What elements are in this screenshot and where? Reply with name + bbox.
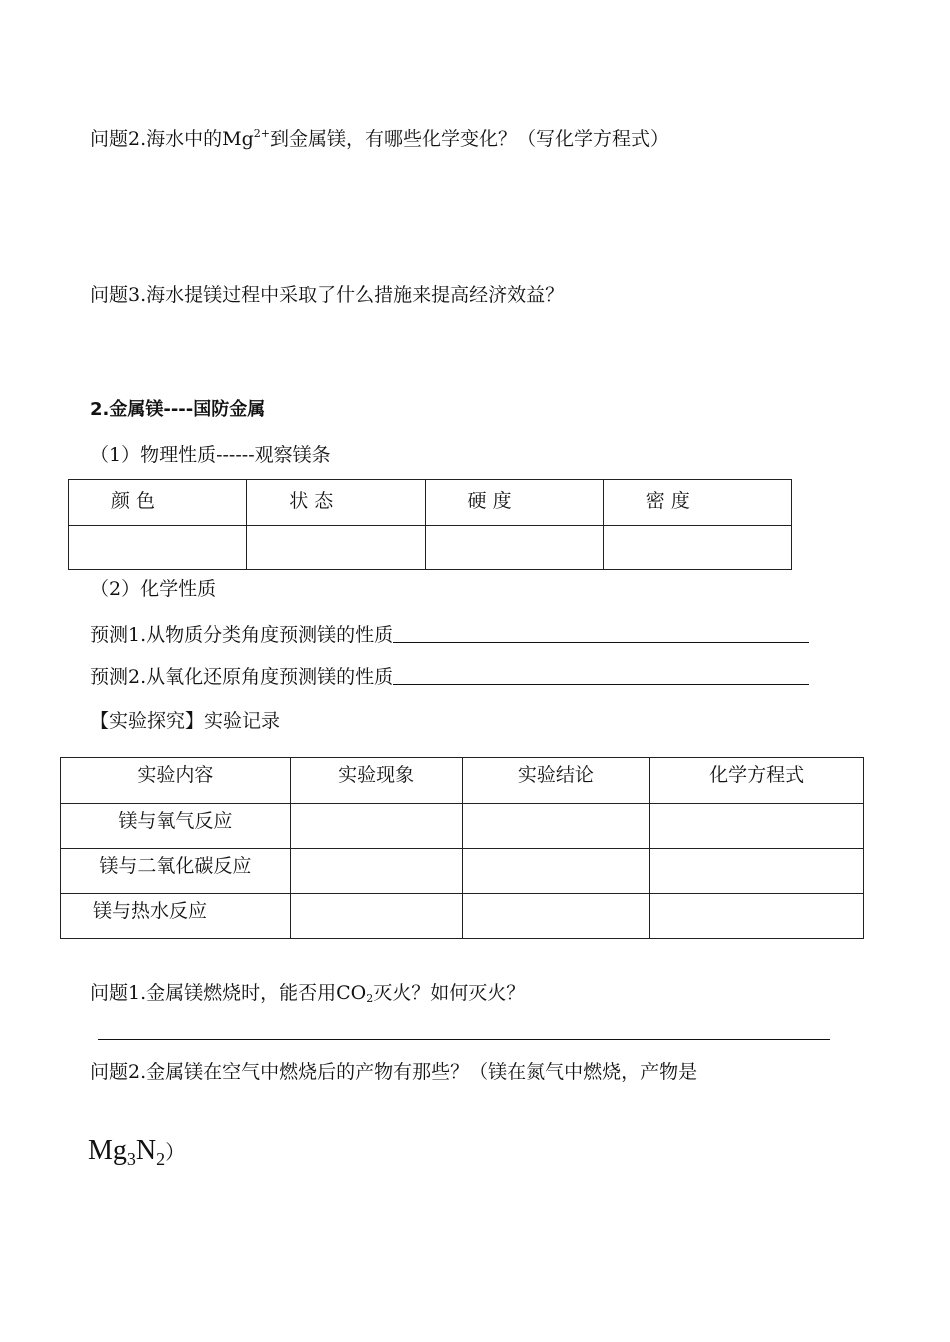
cell-hardness-value[interactable] [425,526,603,570]
cell-density-value[interactable] [603,526,791,570]
physical-properties-title: （1）物理性质------观察镁条 [90,444,331,466]
question-3-economy: 问题3.海水提镁过程中采取了什么措施来提高经济效益？ [90,284,565,306]
prediction-2: 预测2.从氧化还原角度预测镁的性质 [90,662,809,689]
chemical-properties-title: （2）化学性质 [90,578,217,600]
question-2-combustion-products: 问题2.金属镁在空气中燃烧后的产物有那些？（镁在氮气中燃烧，产物是 [90,1061,698,1083]
header-color: 颜 色 [69,480,247,526]
header-conclusion: 实验结论 [462,758,650,804]
table-row [61,849,864,894]
prediction-1: 预测1.从物质分类角度预测镁的性质 [90,620,809,647]
header-hardness: 硬 度 [425,480,603,526]
row-mg-hot-water: 镁与热水反应 [61,894,291,939]
section-2-title: 2.金属镁----国防金属 [90,399,266,420]
cell-state-value[interactable] [247,526,425,570]
header-phenomenon: 实验现象 [290,758,462,804]
question-2-mg-ion: 问题2.海水中的$Mg^{2+}$到金属镁，有哪些化学变化？（写化学方程式） [90,127,669,150]
prediction-2-blank[interactable] [393,666,809,685]
row-mg-co2: 镁与二氧化碳反应 [61,849,291,894]
formula-mg3n2: $Mg_3N_2$） [88,1135,186,1169]
table-row [61,894,864,939]
experiment-record-table [60,757,864,939]
header-state: 状 态 [247,480,425,526]
prediction-1-blank[interactable] [393,624,809,643]
table-row [61,804,864,849]
experiment-title: 【实验探究】实验记录 [90,710,281,732]
answer-line[interactable] [98,1039,830,1040]
question-1-co2-fire: 问题1.金属镁燃烧时，能否用$CO_2$灭火？如何灭火？ [90,982,526,1005]
cell-color-value[interactable] [69,526,247,570]
row-mg-oxygen: 镁与氧气反应 [61,804,291,849]
header-density: 密 度 [603,480,791,526]
header-equation: 化学方程式 [650,758,864,804]
physical-properties-table [68,479,792,570]
header-content: 实验内容 [61,758,291,804]
